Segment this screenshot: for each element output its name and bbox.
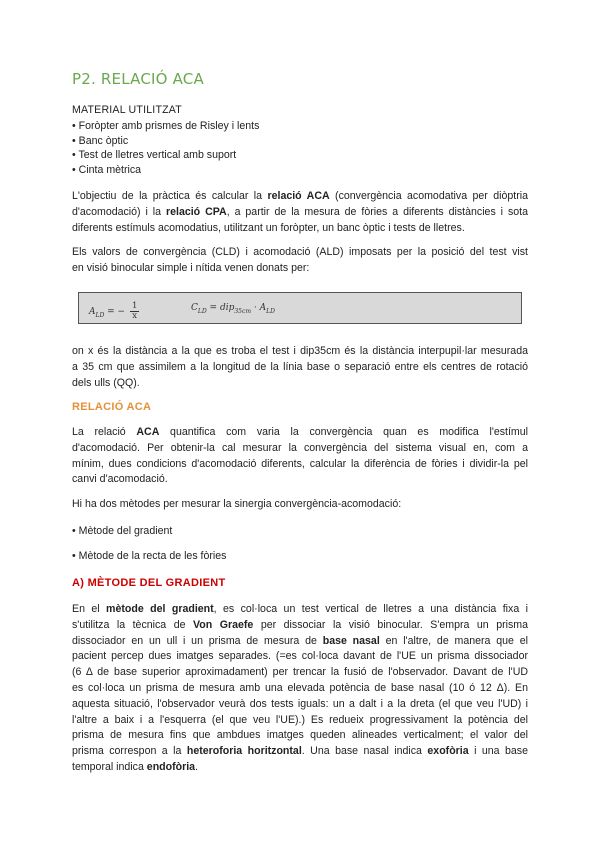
text-line: l'altre a baix i a l'esquerra (el que veu l'UE).) Es redueix progressivament la potència del [72,713,528,726]
formula-convergence: $C_{LD} = dip_{35cm} \cdot A_{LD}$ [191,303,275,315]
text-line: canvi d'acomodació. [72,473,168,486]
text-line: prisma correspon a la heteroforia horitzontal. Una base nasal indica exofòria i una base [72,745,528,758]
list-item: • Foròpter amb prismes de Risley i lents [72,120,260,132]
text-line: La relació ACA quantifica com varia la convergència quan es modifica l'estímul [72,426,528,438]
text-line: temporal indica endofòria. [72,760,199,773]
list-item: • Cinta mètrica [72,164,142,177]
fraction: $\frac{1}{x}$ [131,301,138,321]
onx-paragraph [72,344,528,391]
aca-paragraph [72,425,528,488]
text-line: dissociador en un ull i un prisma de mesura de base nasal en l'altre, de manera que el [72,634,529,647]
text-line: diferents estímuls acomodatius, utilitzant un foròpter, un banc òptic i tests de lletres. [72,221,465,234]
gradient-paragraph [72,602,528,776]
text-line: on x és la distància a la que es troba el test i dip35cm és la distància interpupil·lar mesurada [72,345,528,357]
text-line: mínim, dues condicions d'acomodació diferents, calcular la diferència de fòries i dividir-la pel [72,457,528,470]
text-line: (6 Δ de base superior aproximadament) per trencar la fusió de l'observador. Davant de l'UD [72,666,528,679]
text-line: es col·loca un prisma de mesura amb una elevada potència de base nasal (10 ó 12 Δ). En [72,681,528,694]
text-line: d'acomodació. Per obtenir-la cal mesurar la convergència del sistema visual en, com a [72,441,528,454]
material-heading: MATERIAL UTILITZAT [72,104,182,116]
text-line: dels ulls (QQ). [72,376,140,389]
text-line: d'acomodació) i la relació CPA, a partir de la mesura de fòries a diferents distàncies i sota [72,205,529,218]
text-line: En el mètode del gradient, es col·loca un test vertical de lletres a una distància fixa i [72,603,528,615]
methods-intro: Hi ha dos mètodes per mesurar la sinergia convergència-acomodació: [72,498,402,510]
method-phoria-line-item: • Mètode de la recta de les fòries [72,550,227,562]
section-heading-gradient: A) MÈTODE DEL GRADIENT [72,577,226,589]
method-gradient-item: • Mètode del gradient [72,525,173,537]
text-line: L'objectiu de la pràctica és calcular la relació ACA (convergència acomodativa per diòptria [72,190,528,202]
text-line: pacient percep dues imatges separades. (=es col·loca davant de l'UE un prisma dissociador [72,650,528,663]
text-line: en visió binocular simple i nítida venen donats per: [72,261,310,274]
text-line: a 35 cm que assimilem a la longitud de la línia base o separació entre els centres de rotació [72,360,528,373]
material-list [72,119,259,178]
text-line: s'utilitza la tècnica de Von Graefe per dissociar la visió binocular. S'empra un prisma [72,618,529,631]
text-line: aquesta situació, l'observador veurà dos tests iguals: un a dalt i a la dreta (el que veu l'UD) i [72,697,528,710]
section-heading-aca: RELACIÓ ACA [72,401,152,413]
intro-paragraph [72,189,528,236]
text-line: Els valors de convergència (CLD) i acomodació (ALD) imposats per la posició del test vist [72,246,528,258]
list-item: • Test de lletres vertical amb suport [72,149,237,162]
page-title: P2. RELACIÓ ACA [72,70,204,88]
values-paragraph [72,245,528,277]
text-line: prisma de mesura fins que ambdues imatges queden alineades verticalment; el valor del [72,729,528,742]
formula-box [78,292,522,324]
list-item: • Banc òptic [72,134,129,147]
formula-accommodation: $A_{LD}$ = − $\frac{1}{x}$ [89,301,138,321]
